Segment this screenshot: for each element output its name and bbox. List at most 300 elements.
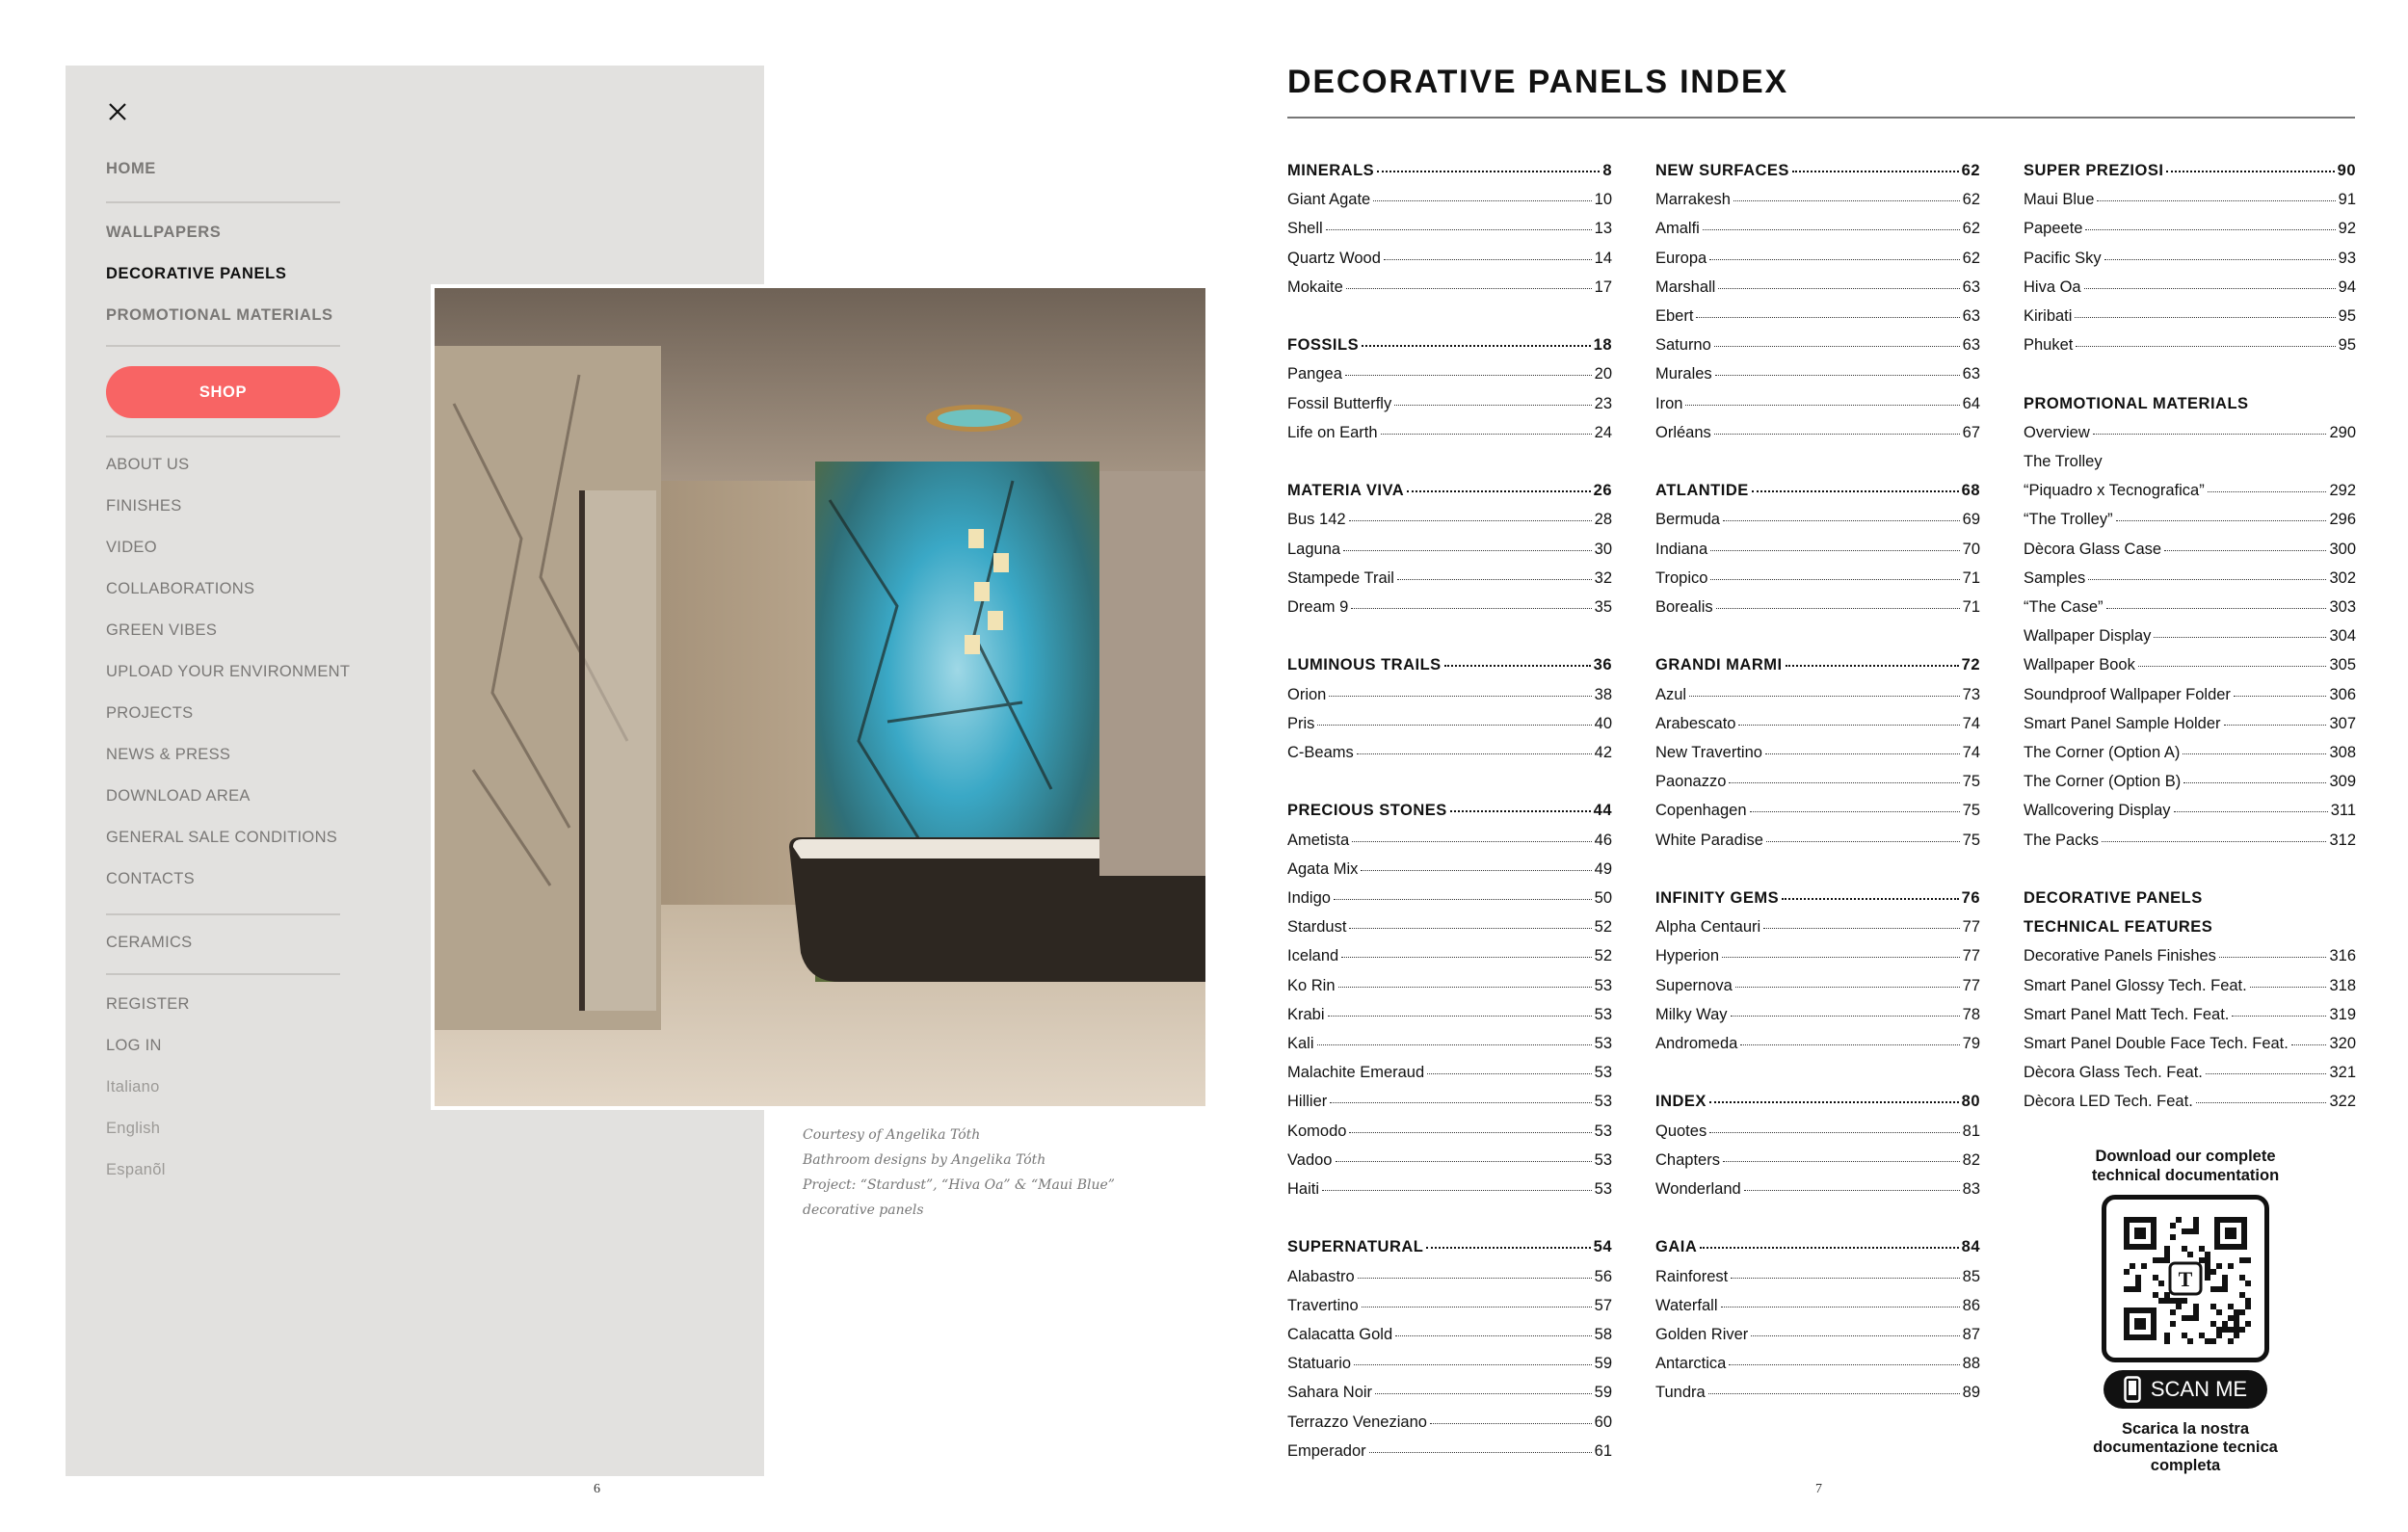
index-entry[interactable]: [2024, 191, 2356, 216]
qr-module: [2153, 1292, 2158, 1298]
entry-label: The Trolley: [2024, 453, 2103, 470]
menu-item-collaborations[interactable]: COLLABORATIONS: [106, 580, 255, 597]
index-entry[interactable]: [2024, 773, 2356, 798]
entry-page-number: 62: [1962, 220, 1980, 238]
qr-module: [2135, 1275, 2141, 1281]
index-section-heading[interactable]: [1287, 1238, 1612, 1263]
index-entry[interactable]: [1655, 802, 1980, 827]
index-entry[interactable]: [2024, 715, 2356, 740]
entry-label: “The Trolley”: [2024, 511, 2113, 529]
language-italiano[interactable]: Italiano: [106, 1078, 160, 1096]
menu-item-contacts[interactable]: CONTACTS: [106, 870, 195, 887]
index-entry[interactable]: [1655, 1123, 1980, 1148]
index-entry[interactable]: [1287, 250, 1612, 275]
entry-page-number: 62: [1962, 191, 1980, 209]
language-english[interactable]: English: [106, 1120, 161, 1137]
index-entry[interactable]: [1655, 598, 1980, 623]
index-entry[interactable]: [1287, 715, 1612, 740]
qr-module: [2205, 1263, 2210, 1269]
index-entry[interactable]: [1655, 686, 1980, 711]
index-entry[interactable]: [2024, 802, 2356, 827]
index-entry[interactable]: [1287, 1180, 1612, 1205]
entry-page-number: 83: [1962, 1180, 1980, 1198]
entry-label: Sahara Noir: [1287, 1384, 1373, 1402]
menu-item-register[interactable]: REGISTER: [106, 995, 190, 1013]
entry-label: Tundra: [1655, 1384, 1706, 1402]
entry-page-number: 40: [1594, 714, 1612, 732]
index-section-heading[interactable]: [1287, 656, 1612, 681]
entry-page-number: 306: [2329, 685, 2356, 703]
index-entry[interactable]: [1655, 424, 1980, 449]
qr-module: [2228, 1263, 2234, 1269]
index-entry[interactable]: [1655, 191, 1980, 216]
entry-label: PRECIOUS STONES: [1287, 802, 1447, 820]
qr-module: [2164, 1338, 2170, 1344]
dot-leader: [1792, 171, 1959, 172]
index-entry[interactable]: [1287, 889, 1612, 914]
menu-item-projects[interactable]: PROJECTS: [106, 704, 194, 722]
index-entry[interactable]: [1287, 1297, 1612, 1322]
index-entry[interactable]: [1655, 832, 1980, 857]
index-entry[interactable]: [2024, 656, 2356, 681]
index-subheading[interactable]: [2024, 395, 2356, 420]
index-entry[interactable]: [1655, 715, 1980, 740]
dot-leader: [2088, 579, 2326, 580]
index-entry[interactable]: [1287, 947, 1612, 972]
entry-page-number: 77: [1962, 918, 1980, 937]
dot-leader: [2224, 725, 2327, 726]
dot-leader: [1700, 1247, 1958, 1249]
index-entry[interactable]: [1655, 1035, 1980, 1060]
download-text-italian: [2049, 1420, 2322, 1475]
entry-page-number: 296: [2329, 511, 2356, 529]
menu-item-download-area[interactable]: DOWNLOAD AREA: [106, 787, 251, 805]
bathroom-illustration: [435, 288, 1205, 1106]
dot-leader: [1328, 1016, 1592, 1017]
index-entry[interactable]: [1655, 1326, 1980, 1351]
qr-module: [2216, 1286, 2222, 1292]
index-section-heading[interactable]: [1287, 336, 1612, 361]
qr-module: [2210, 1321, 2216, 1327]
entry-label: INFINITY GEMS: [1655, 889, 1780, 907]
entry-page-number: 18: [1593, 336, 1612, 355]
entry-page-number: 30: [1594, 540, 1612, 558]
svg-text:T: T: [2178, 1267, 2193, 1291]
entry-label: Haiti: [1287, 1180, 1320, 1198]
qr-module: [2193, 1304, 2199, 1309]
entry-page-number: 79: [1962, 1035, 1980, 1052]
close-icon[interactable]: [108, 102, 127, 121]
entry-page-number: 87: [1962, 1326, 1980, 1343]
entry-page-number: 70: [1962, 540, 1980, 558]
index-entry[interactable]: [1287, 569, 1612, 594]
index-entry[interactable]: [1287, 686, 1612, 711]
dot-leader: [1714, 434, 1960, 435]
entry-label: Life on Earth: [1287, 423, 1378, 441]
index-entry[interactable]: [1655, 365, 1980, 390]
index-entry[interactable]: [2024, 1035, 2356, 1060]
entry-page-number: 80: [1961, 1093, 1980, 1111]
index-entry[interactable]: [1287, 424, 1612, 449]
index-entry[interactable]: [1287, 191, 1612, 216]
menu-item-sale-conditions[interactable]: GENERAL SALE CONDITIONS: [106, 829, 338, 846]
entry-label: Amalfi: [1655, 220, 1700, 238]
index-entry[interactable]: [1287, 1151, 1612, 1176]
index-entry[interactable]: [2024, 744, 2356, 769]
index-entry[interactable]: [1287, 744, 1612, 769]
qr-module: [2245, 1281, 2251, 1286]
index-entry[interactable]: [1655, 1297, 1980, 1322]
qr-module: [2234, 1309, 2239, 1315]
index-entry[interactable]: [1655, 1180, 1980, 1205]
qr-code[interactable]: [2102, 1195, 2269, 1362]
qr-module: [2170, 1223, 2176, 1228]
entry-page-number: 308: [2329, 744, 2356, 761]
index-entry[interactable]: [1655, 395, 1980, 420]
entry-page-number: 53: [1594, 1093, 1612, 1111]
qr-module: [2222, 1286, 2228, 1292]
index-entry[interactable]: [1287, 918, 1612, 943]
index-entry[interactable]: [1655, 977, 1980, 1002]
entry-label: Statuario: [1287, 1355, 1352, 1373]
dot-leader: [1729, 1364, 1959, 1365]
index-entry[interactable]: [1287, 1093, 1612, 1118]
dot-leader: [1709, 1101, 1959, 1103]
index-section-heading[interactable]: [1287, 482, 1612, 507]
qr-module: [2210, 1304, 2216, 1309]
index-entry[interactable]: [1287, 1035, 1612, 1060]
menu-item-video[interactable]: VIDEO: [106, 539, 157, 556]
index-entry[interactable]: [1655, 947, 1980, 972]
dot-leader: [1752, 490, 1959, 492]
dot-leader: [2196, 1102, 2327, 1103]
menu-item-home[interactable]: HOME: [106, 160, 156, 177]
dot-leader: [2093, 434, 2327, 435]
entry-page-number: 8: [1602, 162, 1612, 179]
qr-module: [2239, 1309, 2245, 1315]
index-entry[interactable]: [1655, 1384, 1980, 1409]
language-espanol[interactable]: Espanõl: [106, 1161, 166, 1178]
qr-module: [2228, 1304, 2234, 1309]
entry-label: Copenhagen: [1655, 802, 1747, 820]
index-section-heading[interactable]: [1655, 162, 1980, 187]
entry-label: Iceland: [1287, 947, 1339, 965]
dot-leader: [2219, 957, 2327, 958]
qr-module: [2182, 1246, 2187, 1252]
index-entry[interactable]: [2024, 541, 2356, 566]
index-entry[interactable]: [1287, 1326, 1612, 1351]
entry-label: INDEX: [1655, 1093, 1707, 1111]
page-number-right: 7: [1815, 1482, 1822, 1496]
qr-module: [2193, 1309, 2199, 1315]
entry-page-number: 81: [1962, 1122, 1980, 1140]
qr-module: [2222, 1281, 2228, 1286]
index-entry[interactable]: [1287, 860, 1612, 885]
index-section-heading[interactable]: [1655, 1093, 1980, 1118]
qr-module: [2170, 1309, 2176, 1315]
dot-leader: [1426, 1247, 1590, 1249]
dot-leader: [1735, 987, 1960, 988]
index-entry[interactable]: [2024, 220, 2356, 245]
index-entry[interactable]: [1287, 1064, 1612, 1089]
dot-leader: [2234, 696, 2327, 697]
index-entry[interactable]: [1655, 1268, 1980, 1293]
dot-leader: [1738, 725, 1959, 726]
index-entry[interactable]: [2024, 336, 2356, 361]
qr-module: [2182, 1228, 2187, 1234]
entry-label: Wonderland: [1655, 1180, 1741, 1198]
menu-item-ceramics[interactable]: CERAMICS: [106, 934, 193, 951]
qr-module: [2205, 1269, 2210, 1275]
index-entry[interactable]: [1287, 1413, 1612, 1439]
entry-label: GAIA: [1655, 1238, 1698, 1256]
index-entry[interactable]: [1287, 541, 1612, 566]
qr-module: [2228, 1338, 2234, 1344]
entry-page-number: 88: [1962, 1355, 1980, 1373]
dot-leader: [1729, 782, 1959, 783]
entry-page-number: 32: [1594, 568, 1612, 587]
entry-label: Shell: [1287, 220, 1323, 238]
index-entry[interactable]: [2024, 1064, 2356, 1089]
index-entry[interactable]: [1655, 1151, 1980, 1176]
entry-page-number: 14: [1594, 249, 1612, 267]
index-entry[interactable]: [2024, 424, 2356, 449]
qr-module: [2199, 1257, 2205, 1263]
index-section-heading[interactable]: [1655, 1238, 1980, 1263]
shop-button[interactable]: SHOP: [106, 366, 340, 418]
index-entry[interactable]: [2024, 977, 2356, 1002]
entry-page-number: 320: [2329, 1035, 2356, 1052]
index-entry[interactable]: [1287, 365, 1612, 390]
index-entry[interactable]: [2024, 1093, 2356, 1118]
index-entry[interactable]: [1655, 307, 1980, 332]
index-entry[interactable]: [1287, 395, 1612, 420]
qr-module: [2158, 1298, 2164, 1304]
entry-page-number: 53: [1594, 1180, 1612, 1198]
index-entry[interactable]: [1655, 1355, 1980, 1380]
index-section-heading[interactable]: [2024, 162, 2356, 187]
index-section-heading[interactable]: [1655, 482, 1980, 507]
entry-page-number: 52: [1594, 947, 1612, 965]
entry-label: Orléans: [1655, 423, 1711, 441]
dot-leader: [1349, 928, 1591, 929]
qr-module: [2176, 1298, 2182, 1304]
qr-module: [2182, 1315, 2187, 1321]
index-entry[interactable]: [2024, 278, 2356, 304]
index-entry[interactable]: [1287, 1355, 1612, 1380]
dot-leader: [2075, 317, 2335, 318]
index-entry[interactable]: [1287, 1006, 1612, 1031]
qr-module: [2245, 1257, 2251, 1263]
entry-label: Papeete: [2024, 220, 2083, 238]
menu-item-finishes[interactable]: FINISHES: [106, 497, 182, 515]
index-entry[interactable]: [2024, 1006, 2356, 1031]
menu-item-upload-environment[interactable]: UPLOAD YOUR ENVIRONMENT: [106, 663, 351, 680]
entry-label: MATERIA VIVA: [1287, 482, 1405, 500]
entry-page-number: 72: [1961, 656, 1980, 674]
index-entry[interactable]: [1655, 569, 1980, 594]
index-entry[interactable]: [1655, 336, 1980, 361]
entry-page-number: 86: [1962, 1296, 1980, 1314]
entry-page-number: 64: [1962, 394, 1980, 412]
index-entry[interactable]: [2024, 511, 2356, 536]
entry-label: Quartz Wood: [1287, 249, 1381, 267]
index-entry[interactable]: [2024, 569, 2356, 594]
dot-leader: [1317, 725, 1591, 726]
entry-label: Paonazzo: [1655, 773, 1727, 791]
index-entry[interactable]: [1287, 511, 1612, 536]
index-entry[interactable]: [1655, 773, 1980, 798]
entry-label: New Travertino: [1655, 744, 1762, 761]
index-entry[interactable]: [2024, 686, 2356, 711]
entry-page-number: 91: [2338, 191, 2356, 209]
entry-label: MINERALS: [1287, 162, 1375, 179]
entry-page-number: 53: [1594, 1035, 1612, 1052]
menu-item-wallpapers[interactable]: WALLPAPERS: [106, 224, 222, 241]
index-entry[interactable]: [2024, 482, 2356, 507]
index-entry[interactable]: [1655, 511, 1980, 536]
entry-label: PROMOTIONAL MATERIALS: [2024, 394, 2249, 412]
page-number-left: 6: [594, 1482, 600, 1496]
index-entry[interactable]: [1287, 977, 1612, 1002]
entry-label: Emperador: [1287, 1441, 1366, 1460]
dot-leader: [2154, 637, 2326, 638]
entry-label: DECORATIVE PANELS: [2024, 889, 2203, 907]
menu-item-news-press[interactable]: NEWS & PRESS: [106, 746, 231, 763]
qr-module: [2141, 1263, 2147, 1269]
dot-leader: [1750, 811, 1960, 812]
dot-leader: [1689, 696, 1960, 697]
index-entry[interactable]: [1287, 220, 1612, 245]
index-entry[interactable]: [1655, 541, 1980, 566]
entry-label: Hyperion: [1655, 947, 1720, 965]
qr-module: [2205, 1275, 2210, 1281]
entry-page-number: 75: [1962, 802, 1980, 820]
qr-module: [2234, 1315, 2239, 1321]
dot-leader: [1358, 1278, 1592, 1279]
index-entry[interactable]: [2024, 627, 2356, 652]
entry-label: Arabescato: [1655, 714, 1736, 732]
entry-page-number: 63: [1962, 277, 1980, 296]
dot-leader: [1708, 1393, 1960, 1394]
dot-leader: [1317, 1044, 1592, 1045]
entry-page-number: 26: [1593, 482, 1612, 500]
index-entry[interactable]: [2024, 832, 2356, 857]
dot-leader: [1349, 1132, 1591, 1133]
dot-leader: [1450, 810, 1591, 812]
index-section-heading[interactable]: [1287, 802, 1612, 827]
dot-leader: [1326, 229, 1592, 230]
dot-leader: [2232, 1016, 2326, 1017]
index-entry[interactable]: [2024, 947, 2356, 972]
entry-label: Borealis: [1655, 598, 1713, 616]
index-entry[interactable]: [1655, 220, 1980, 245]
index-entry[interactable]: [1287, 832, 1612, 857]
menu-item-decorative-panels[interactable]: DECORATIVE PANELS: [106, 265, 287, 282]
qr-module: [2234, 1327, 2239, 1333]
dot-leader: [1357, 753, 1592, 754]
menu-item-about-us[interactable]: ABOUT US: [106, 456, 190, 473]
entry-page-number: 71: [1962, 568, 1980, 587]
index-entry[interactable]: [1655, 918, 1980, 943]
index-entry[interactable]: [1287, 278, 1612, 304]
dot-leader: [1709, 1132, 1959, 1133]
index-entry[interactable]: [1655, 744, 1980, 769]
menu-item-log-in[interactable]: LOG IN: [106, 1037, 162, 1054]
entry-label: Pris: [1287, 714, 1315, 732]
index-entry[interactable]: [1287, 1442, 1612, 1467]
qr-module: [2187, 1338, 2193, 1344]
dot-leader: [2206, 1073, 2327, 1074]
index-subheading[interactable]: [2024, 889, 2356, 914]
entry-page-number: 20: [1594, 365, 1612, 383]
entry-label: Europa: [1655, 249, 1707, 267]
phone-icon: [2124, 1376, 2141, 1403]
index-entry[interactable]: [1287, 1268, 1612, 1293]
entry-label: Soundproof Wallpaper Folder: [2024, 685, 2231, 703]
entry-label: Dècora LED Tech. Feat.: [2024, 1093, 2193, 1111]
download-line: technical documentation: [2091, 1167, 2280, 1184]
index-entry[interactable]: [2024, 453, 2356, 478]
entry-label: Hiva Oa: [2024, 277, 2081, 296]
index-entry[interactable]: [1287, 1384, 1612, 1409]
menu-item-promotional-materials[interactable]: PROMOTIONAL MATERIALS: [106, 306, 333, 324]
title-divider: [1287, 117, 2355, 119]
entry-page-number: 90: [2337, 162, 2356, 179]
entry-page-number: 92: [2338, 220, 2356, 238]
entry-page-number: 49: [1594, 859, 1612, 878]
entry-page-number: 319: [2329, 1005, 2356, 1023]
dot-leader: [1407, 490, 1590, 492]
index-entry[interactable]: [2024, 250, 2356, 275]
index-subheading[interactable]: [2024, 918, 2356, 943]
dot-leader: [2097, 200, 2335, 201]
dot-leader: [1322, 1190, 1592, 1191]
index-section-heading[interactable]: [1655, 656, 1980, 681]
entry-label: TECHNICAL FEATURES: [2024, 918, 2213, 937]
index-entry[interactable]: [1287, 598, 1612, 623]
index-entry[interactable]: [1655, 250, 1980, 275]
entry-label: Orion: [1287, 685, 1327, 703]
entry-label: Dècora Glass Case: [2024, 540, 2162, 558]
index-entry[interactable]: [1655, 278, 1980, 304]
menu-item-green-vibes[interactable]: GREEN VIBES: [106, 621, 218, 639]
entry-page-number: 307: [2329, 714, 2356, 732]
index-entry[interactable]: [1287, 1123, 1612, 1148]
index-entry[interactable]: [1655, 1006, 1980, 1031]
index-section-heading[interactable]: [1655, 889, 1980, 914]
index-entry[interactable]: [2024, 598, 2356, 623]
qr-module: [2176, 1217, 2182, 1223]
entry-label: Saturno: [1655, 336, 1711, 355]
entry-page-number: 89: [1962, 1384, 1980, 1402]
dot-leader: [2208, 491, 2327, 492]
entry-page-number: 63: [1962, 307, 1980, 325]
download-line: completa: [2150, 1457, 2221, 1474]
index-section-heading[interactable]: [1287, 162, 1612, 187]
entry-label: Kali: [1287, 1035, 1314, 1052]
dot-leader: [1722, 957, 1960, 958]
entry-label: Ebert: [1655, 307, 1694, 325]
qr-module: [2216, 1327, 2222, 1333]
qr-module: [2124, 1269, 2130, 1275]
index-entry[interactable]: [2024, 307, 2356, 332]
caption-line: Courtesy of Angelika Tóth: [803, 1127, 981, 1143]
download-line: Download our complete: [2095, 1148, 2276, 1165]
dot-leader: [1381, 434, 1592, 435]
dot-leader: [1731, 1016, 1960, 1017]
dot-leader: [1361, 870, 1591, 871]
